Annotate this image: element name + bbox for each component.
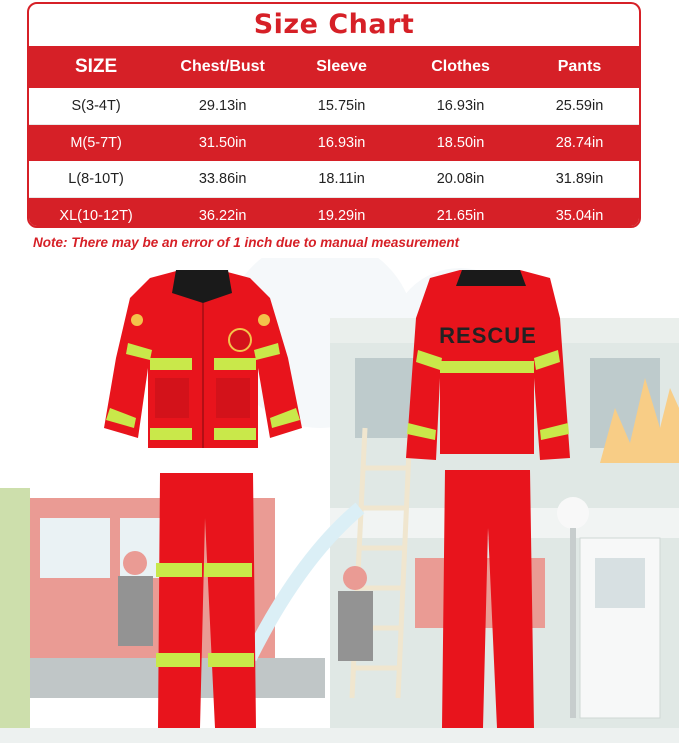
cell-size: M(5-7T) [29, 125, 163, 162]
cell-clothes: 18.50in [401, 125, 520, 162]
header-chest: Chest/Bust [163, 46, 282, 88]
reflective-stripe [214, 428, 256, 440]
reflective-stripe [214, 358, 256, 370]
header-size: SIZE [29, 46, 163, 88]
header-sleeve: Sleeve [282, 46, 401, 88]
cell-sleeve: 15.75in [282, 88, 401, 125]
cell-pants: 31.89in [520, 161, 639, 198]
cell-chest: 33.86in [163, 161, 282, 198]
table-row [29, 88, 639, 125]
cell-clothes: 20.08in [401, 161, 520, 198]
cell-pants: 35.04in [520, 198, 639, 229]
table-row [29, 198, 639, 229]
cell-pants: 28.74in [520, 125, 639, 162]
firefighter-costume-illustration [0, 258, 679, 743]
cell-sleeve: 16.93in [282, 125, 401, 162]
shoulder-patch-icon [131, 314, 143, 326]
reflective-stripe [150, 428, 192, 440]
reflective-stripe [156, 653, 200, 667]
cell-chest: 36.22in [163, 198, 282, 229]
chart-title: Size Chart [253, 9, 415, 40]
fire-badge-icon [229, 329, 251, 351]
header-pants: Pants [520, 46, 639, 88]
cell-size: S(3-4T) [29, 88, 163, 125]
cell-size: L(8-10T) [29, 161, 163, 198]
reflective-stripe [440, 361, 534, 373]
cell-sleeve: 18.11in [282, 161, 401, 198]
cell-pants: 25.59in [520, 88, 639, 125]
reflective-stripe [150, 358, 192, 370]
cell-sleeve: 19.29in [282, 198, 401, 229]
table-header-row [29, 46, 639, 88]
background-scene [0, 258, 679, 743]
rescue-text: RESCUE [439, 323, 537, 348]
reflective-stripe [156, 563, 202, 577]
size-chart [27, 2, 641, 228]
cell-clothes: 16.93in [401, 88, 520, 125]
measurement-note: Note: There may be an error of 1 inch due to manual measurement [33, 235, 460, 250]
header-clothes: Clothes [401, 46, 520, 88]
cell-chest: 31.50in [163, 125, 282, 162]
cell-chest: 29.13in [163, 88, 282, 125]
cell-clothes: 21.65in [401, 198, 520, 229]
table-row [29, 125, 639, 162]
reflective-stripe [204, 563, 252, 577]
reflective-stripe [208, 653, 254, 667]
table-row [29, 161, 639, 198]
back-jacket [406, 270, 570, 460]
size-table [29, 46, 639, 228]
back-collar [456, 270, 526, 286]
shoulder-patch-icon [258, 314, 270, 326]
cell-size: XL(10-12T) [29, 198, 163, 229]
